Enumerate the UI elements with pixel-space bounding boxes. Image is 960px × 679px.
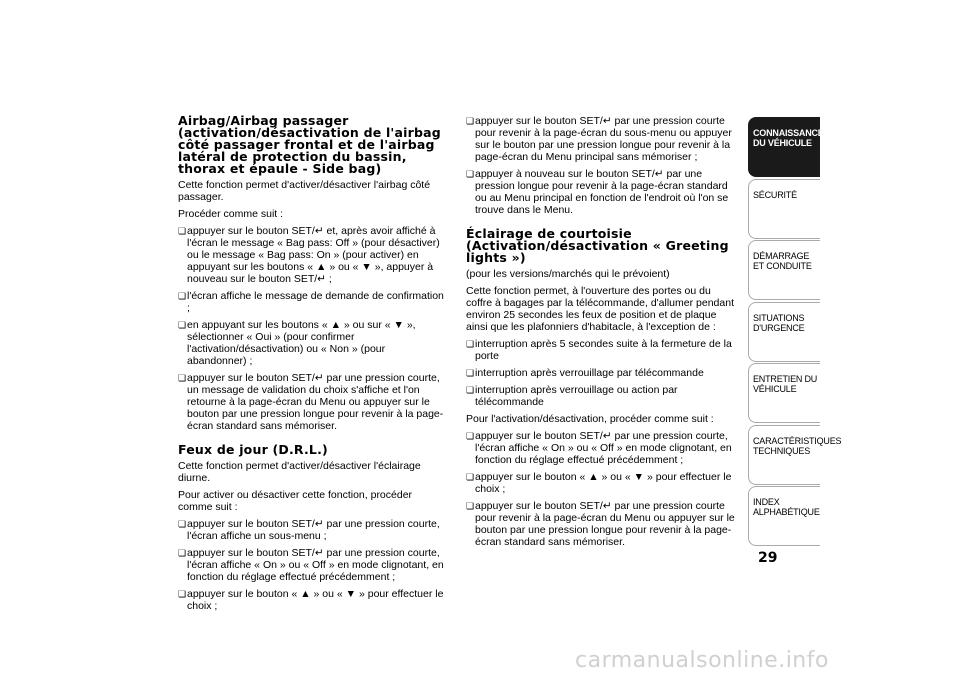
courtesy-step-3: ❏ appuyer sur le bouton SET/↵ par une pression courte pour revenir à la page-écran du Menu ou appuyer sur le bouton par une pression longue pour revenir à la page-écran standard sans mémoriser. xyxy=(466,500,738,548)
drl-step-2: ❏ appuyer sur le bouton SET/↵ par une pression courte, l'écran affiche « On » ou « Off » en mode clignotant, en fonction du réglage effectué précédemment ; xyxy=(178,547,446,583)
tab-index[interactable]: INDEX ALPHABÉTIQUE xyxy=(748,486,820,546)
courtesy-subtitle: (pour les versions/marchés qui le prévoient) xyxy=(466,268,670,280)
drl-procedure: Pour activer ou désactiver cette fonction, procéder comme suit : xyxy=(178,489,413,513)
tab-urgence[interactable]: SITUATIONS D'URGENCE xyxy=(748,302,820,362)
section-tabs xyxy=(748,117,842,548)
watermark: carmanualsonline.info xyxy=(575,648,829,673)
airbag-step-1: ❏ appuyer sur le bouton SET/↵ et, après avoir affiché à l'écran le message « Bag pass: Off » (pour désactiver) ou le message « Bag pass: On » (pour activer) en appuyant sur les boutons « ▲ » ou « ▼ », appuyer à nouveau sur le bouton SET/↵ ; xyxy=(178,225,446,285)
tab-securite[interactable]: SÉCURITÉ xyxy=(748,179,820,239)
drl-step-3: ❏ appuyer sur le bouton « ▲ » ou « ▼ » pour effectuer le choix ; xyxy=(178,588,446,612)
tab-caracteristiques[interactable]: CARACTÉRISTIQUES TECHNIQUES xyxy=(748,425,820,485)
courtesy-step-1: ❏ appuyer sur le bouton SET/↵ par une pression courte, l'écran affiche « On » ou « Off » en mode clignotant, en fonction du réglage effectué précédemment ; xyxy=(466,430,738,466)
page-number: 29 xyxy=(758,550,778,566)
courtesy-intro: Cette fonction permet, à l'ouverture des portes ou du coffre à bagages par la télécommande, d'allumer pendant environ 25 secondes les feux de position et de plaque ainsi que les plafonniers d'habitacle, à l'exception de : xyxy=(466,285,734,333)
courtesy-exception-2: ❏ interruption après verrouillage par télécommande xyxy=(466,367,738,379)
drl-step-1: ❏ appuyer sur le bouton SET/↵ par une pression courte, l'écran affiche un sous-menu ; xyxy=(178,518,446,542)
courtesy-exception-1: ❏ interruption après 5 secondes suite à la fermeture de la porte xyxy=(466,338,738,362)
courtesy-exception-3: ❏ interruption après verrouillage ou action par télécommande xyxy=(466,384,738,408)
courtesy-step-2: ❏ appuyer sur le bouton « ▲ » ou « ▼ » pour effectuer le choix ; xyxy=(466,471,738,495)
right-column xyxy=(466,115,738,553)
drl-step-5: ❏ appuyer à nouveau sur le bouton SET/↵ par une pression longue pour revenir à la page-écran standard ou au Menu principal en fonction de l'endroit où l'on se trouve dans le Menu. xyxy=(466,168,738,216)
drl-intro: Cette fonction permet d'activer/désactiver l'éclairage diurne. xyxy=(178,460,421,484)
airbag-procedure: Procéder comme suit : xyxy=(178,208,284,220)
airbag-intro: Cette fonction permet d'activer/désactiver l'airbag côté passager. xyxy=(178,179,431,203)
left-column xyxy=(178,115,446,617)
tab-entretien[interactable]: ENTRETIEN DU VÉHICULE xyxy=(748,363,820,423)
drl-step-4: ❏ appuyer sur le bouton SET/↵ par une pression courte pour revenir à la page-écran du sous-menu ou appuyer sur le bouton par une pression longue pour revenir à la page-écran du Menu principal sans mémoriser ; xyxy=(466,115,738,163)
courtesy-procedure: Pour l'activation/désactivation, procéder comme suit : xyxy=(466,413,714,425)
drl-heading: Feux de jour (D.R.L.) xyxy=(178,442,328,457)
tab-connaissance[interactable]: CONNAISSANCE DU VÉHICULE xyxy=(748,117,820,177)
airbag-step-2: ❏ l'écran affiche le message de demande de confirmation ; xyxy=(178,290,446,314)
airbag-heading: Airbag/Airbag passager (activation/désactivation de l'airbag côté passager frontal et de l'airbag latéral de protection du bassin, thorax et épaule - Side bag) xyxy=(178,113,441,176)
airbag-step-4: ❏ appuyer sur le bouton SET/↵ par une pression courte, un message de validation du choix s'affiche et l'on retourne à la page-écran du Menu ou appuyer sur le bouton par une pression longue pour revenir à la page-écran standard sans mémoriser. xyxy=(178,372,446,432)
tab-demarrage[interactable]: DÉMARRAGE ET CONDUITE xyxy=(748,240,820,300)
courtesy-heading: Éclairage de courtoisie (Activation/désactivation « Greeting lights ») xyxy=(466,226,729,265)
airbag-step-3: ❏ en appuyant sur les boutons « ▲ » ou sur « ▼ », sélectionner « Oui » (pour confirmer l'activation/désactivation) ou « Non » (pour abandonner) ; xyxy=(178,319,446,367)
